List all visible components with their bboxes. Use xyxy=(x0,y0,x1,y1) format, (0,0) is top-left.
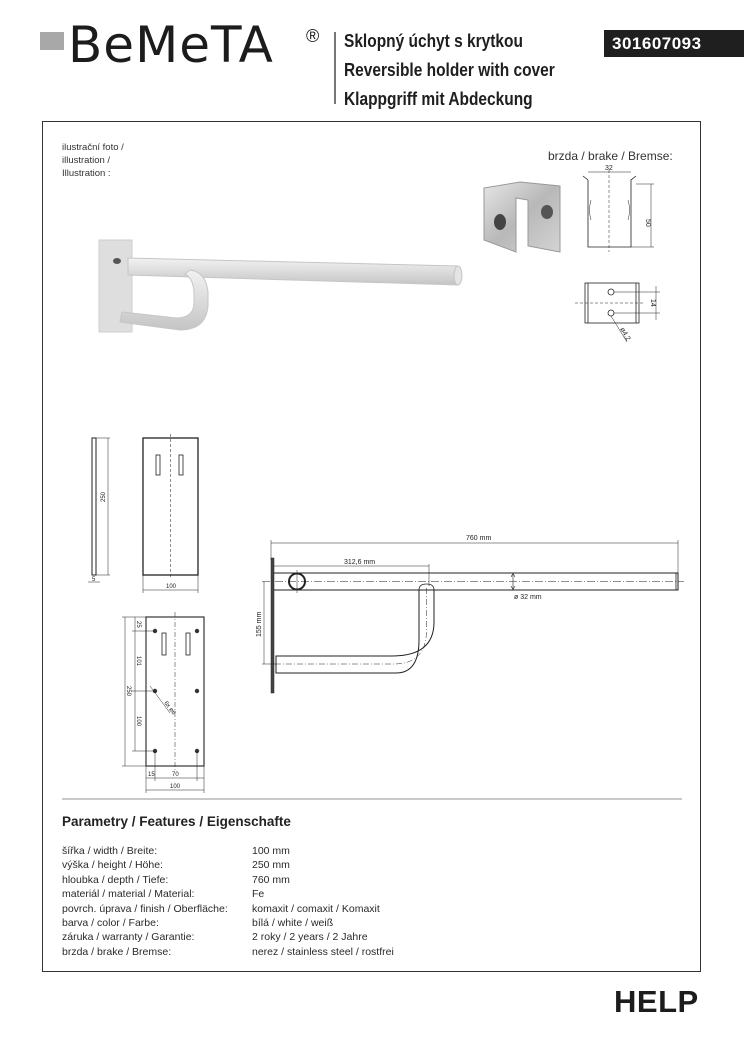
illustration-label-en: illustration / xyxy=(62,155,111,166)
brake-drawing-top xyxy=(575,283,660,342)
feature-value: 100 mm xyxy=(252,845,290,857)
feature-key: povrch. úprava / finish / Oberfläche: xyxy=(62,902,228,915)
illustration-label-cs: ilustrační foto / xyxy=(62,142,124,153)
plate-side-height: 250 xyxy=(101,491,107,502)
feature-key: výška / height / Höhe: xyxy=(62,859,163,872)
feature-value: 760 mm xyxy=(252,873,290,886)
features-table xyxy=(62,844,394,959)
logo-text: BeMeTA xyxy=(68,16,274,74)
brake-dim-width: 32 xyxy=(605,165,613,172)
main-tube xyxy=(128,258,458,285)
feature-value: komaxit / comaxit / Komaxit xyxy=(252,902,380,915)
plate-back-width: 100 xyxy=(170,784,181,790)
product-illustration xyxy=(99,240,462,332)
plate-side-thickness: 5 xyxy=(92,577,96,583)
feature-key: barva / color / Farbe: xyxy=(62,917,159,930)
plate-side-view xyxy=(88,438,110,582)
feature-key: šířka / width / Breite: xyxy=(62,845,158,857)
feature-row xyxy=(62,945,394,959)
rail-diameter: ø 32 mm xyxy=(514,594,542,601)
brake-dim-spacing: 14 xyxy=(649,299,656,307)
registered-mark: ® xyxy=(306,26,320,46)
feature-row xyxy=(62,858,394,872)
title-czech: Sklopný úchyt s krytkou xyxy=(344,31,523,51)
plate-back-total: 250 xyxy=(125,686,131,697)
brake-dim-height: 50 xyxy=(644,219,651,227)
feature-row xyxy=(62,902,394,916)
features-title: Parametry / Features / Eigenschafte xyxy=(62,814,291,829)
plate-back-lower: 100 xyxy=(135,716,141,727)
feature-row xyxy=(62,844,394,858)
pivot-screw xyxy=(113,258,121,264)
feature-key: hloubka / depth / Tiefe: xyxy=(62,873,169,886)
plate-back-view xyxy=(122,612,204,793)
feature-key: materiál / material / Material: xyxy=(62,888,195,901)
rail-support-distance: 312,6 mm xyxy=(344,559,376,566)
product-code: 301607093 xyxy=(604,30,744,57)
rail-length: 760 mm xyxy=(466,535,492,542)
feature-value: 2 roky / 2 years / 2 Jahre xyxy=(252,931,368,944)
section-divider xyxy=(62,798,682,800)
illustration-label-de: Illustration : xyxy=(62,168,111,179)
feature-value: nerez / stainless steel / rostfrei xyxy=(252,945,394,958)
plate-back-top: 25 xyxy=(135,621,141,628)
feature-row xyxy=(62,930,394,944)
feature-row xyxy=(62,916,394,930)
support-tube xyxy=(120,270,208,330)
title-german: Klappgriff mit Abdeckung xyxy=(344,89,533,109)
feature-row xyxy=(62,887,394,901)
plate-front-view xyxy=(143,434,198,593)
plate-back-upper: 101 xyxy=(135,656,141,667)
plate-back-spacing: 70 xyxy=(172,772,179,778)
brake-photo xyxy=(484,182,560,252)
feature-value: 250 mm xyxy=(252,859,290,872)
rail-height: 155 mm xyxy=(256,611,263,637)
brake-dim-hole: ø4,2 xyxy=(618,326,632,343)
feature-key: záruka / warranty / Garantie: xyxy=(62,931,195,944)
title-english: Reversible holder with cover xyxy=(344,60,555,80)
feature-row xyxy=(62,873,394,887)
feature-value: bílá / white / weiß xyxy=(252,917,334,930)
series-name: HELP xyxy=(614,984,699,1019)
feature-value: Fe xyxy=(252,888,265,901)
plate-front-width: 100 xyxy=(166,584,177,590)
feature-key: brzda / brake / Bremse: xyxy=(62,945,172,958)
tube-end xyxy=(454,266,462,285)
rail-drawing xyxy=(262,540,684,693)
plate-back-edge: 15 xyxy=(148,772,155,778)
brake-label: brzda / brake / Bremse: xyxy=(548,149,673,163)
plate-back-holes: 6x ø6 xyxy=(162,700,177,717)
brake-drawing-front xyxy=(583,170,654,252)
